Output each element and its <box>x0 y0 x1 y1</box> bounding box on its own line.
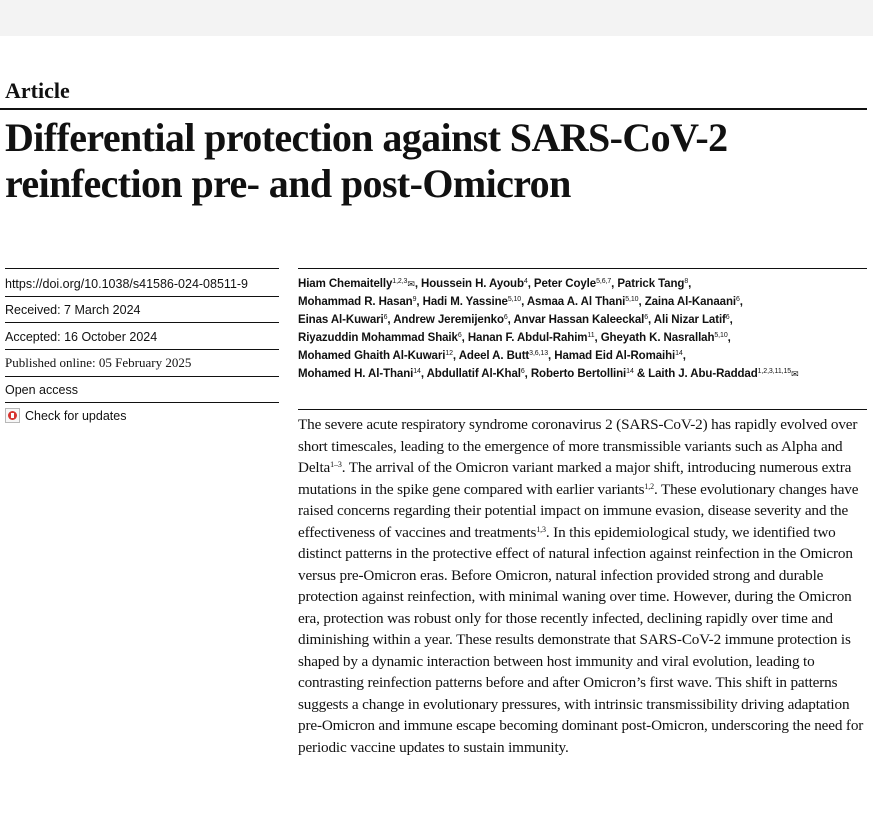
meta-divider <box>5 322 279 323</box>
published-date: Published online: 05 February 2025 <box>5 355 192 370</box>
author-name[interactable]: Mohamed H. Al-Thani <box>298 368 414 380</box>
author-affiliation-sup: 9 <box>412 296 417 303</box>
author-list <box>298 275 870 383</box>
header-rule <box>0 108 867 110</box>
author-name[interactable]: Roberto Bertollini <box>530 368 627 380</box>
author-name[interactable]: Abdullatif Al-Khal <box>426 368 521 380</box>
accepted-date: Accepted: 16 October 2024 <box>5 330 158 344</box>
author-affiliation-sup: 6 <box>735 296 740 303</box>
envelope-icon[interactable]: ✉ <box>407 279 415 289</box>
author-name[interactable]: Hamad Eid Al-Romaihi <box>554 350 676 362</box>
abstract-top-rule <box>298 409 867 410</box>
abstract-text: . In this epidemiological study, we identified two distinct patterns in the protective effect of natural infection against reinfection in the Omicron versus pre-Omicron eras. Before Omicron, natural infection provided strong and durable protection against reinfection, with minimal waning over time. However, during the Omicron era, protection was robust only for those recently infected, declining rapidly over time and diminishing within a year. These results demonstrate that SARS-CoV-2 immune protection is shaped by a dynamic interaction between host immunity and viral evolution, leading to contrasting reinfection patterns before and after Omicron’s first wave. This shift in patterns suggests a change in evolutionary pressures, with intrinsic transmissibility driving adaptation pre-Omicron and immune escape becoming dominant post-Omicron, underscoring the need for periodic vaccine updates to sustain immunity. <box>298 523 864 756</box>
author-name[interactable]: Hiam Chemaitelly <box>298 278 393 290</box>
author-name[interactable]: Mohammad R. Hasan <box>298 296 413 308</box>
abstract-text: . These evolutionary changes have raised concerns regarding their potential impact on immune evasion, disease severity and the effectiveness of vaccines and treatments <box>298 480 859 541</box>
author-line: Mohamed Ghaith Al-Kuwari$^{12}$, Adeel A. Butt$^{3,6,13}$, Hamad Eid Al-Romaihi$^{14}$, <box>298 350 686 362</box>
author-affiliation-sup: 6 <box>725 314 730 321</box>
doi-link[interactable]: https://doi.org/10.1038/s41586-024-08511-9 <box>5 277 249 291</box>
article-title: Differential protection against SARS-CoV-2 reinfection pre- and post-Omicron <box>5 115 728 206</box>
author-affiliation-sup: 14 <box>626 368 634 375</box>
author-affiliation-sup: 12 <box>445 350 453 357</box>
author-affiliation-sup: 6 <box>503 314 508 321</box>
citation-sup[interactable]: 1–3 <box>330 460 342 469</box>
author-name[interactable]: Hadi M. Yassine <box>422 296 508 308</box>
check-for-updates-link[interactable]: Check for updates <box>25 409 127 423</box>
abstract-text: The severe acute respiratory syndrome coronavirus 2 (SARS-CoV-2) has rapidly evolved over short timescales, leading to the emergence of more transmissible variants such as Alpha and Delta <box>298 416 858 476</box>
author-name[interactable]: Riyazuddin Mohammad Shaik <box>298 332 458 344</box>
author-affiliation-sup: 5,10 <box>714 332 728 339</box>
meta-divider <box>5 402 279 403</box>
author-name[interactable]: Adeel A. Butt <box>458 350 530 362</box>
author-name[interactable]: Hanan F. Abdul-Rahim <box>467 332 588 344</box>
author-name[interactable]: Houssein H. Ayoub <box>421 278 524 290</box>
author-affiliation-sup: 6 <box>644 314 649 321</box>
author-affiliation-sup: 8 <box>684 278 689 285</box>
author-line: Hiam Chemaitelly$^{1,2,3}$✉, Houssein H. Ayoub$^4$, Peter Coyle$^{5,6,7}$, Patrick Tang$^8$, <box>298 278 692 290</box>
meta-divider <box>5 296 279 297</box>
author-affiliation-sup: 14 <box>413 368 421 375</box>
author-name[interactable]: Ali Nizar Latif <box>653 314 726 326</box>
author-name[interactable]: Zaina Al-Kanaani <box>644 296 736 308</box>
author-name[interactable]: Gheyath K. Nasrallah <box>600 332 715 344</box>
author-affiliation-sup: 6 <box>383 314 388 321</box>
author-affiliation-sup: 1,2,3,11,15 <box>757 368 792 375</box>
meta-divider <box>5 349 279 350</box>
author-name[interactable]: Anvar Hassan Kaleeckal <box>513 314 645 326</box>
authors-top-rule <box>298 268 867 269</box>
author-name[interactable]: Andrew Jeremijenko <box>393 314 504 326</box>
author-affiliation-sup: 4 <box>523 278 528 285</box>
author-affiliation-sup: 1,2,3 <box>392 278 408 285</box>
author-affiliation-sup: 5,10 <box>507 296 522 303</box>
author-line: Einas Al-Kuwari$^6$, Andrew Jeremijenko$^6$, Anvar Hassan Kaleeckal$^6$, Ali Nizar Latif$^6$, <box>298 314 733 326</box>
author-name[interactable]: Peter Coyle <box>533 278 597 290</box>
author-affiliation-sup: 5,6,7 <box>596 278 612 285</box>
open-access-label: Open access <box>5 383 78 397</box>
received-date: Received: 7 March 2024 <box>5 303 141 317</box>
citation-sup[interactable]: 1,3 <box>536 524 546 534</box>
author-name[interactable]: Patrick Tang <box>617 278 685 290</box>
citation-sup[interactable]: 1,2 <box>644 481 654 491</box>
top-band <box>0 0 873 36</box>
author-affiliation-sup: 3,6,13 <box>529 350 549 357</box>
author-name[interactable]: Einas Al-Kuwari <box>298 314 384 326</box>
author-affiliation-sup: 6 <box>520 368 525 375</box>
author-name[interactable]: Laith J. Abu-Raddad <box>648 368 758 380</box>
check-for-updates-icon[interactable] <box>5 408 20 423</box>
article-type-label: Article <box>5 78 70 103</box>
author-affiliation-sup: 11 <box>587 332 595 339</box>
author-line: Mohamed H. Al-Thani$^{14}$, Abdullatif Al-Khal$^6$, Roberto Bertollini$^{14}$ & Laith J. Abu-Raddad$^{1,2,3,11,15}$✉ <box>298 368 799 380</box>
author-line: Riyazuddin Mohammad Shaik$^6$, Hanan F. Abdul-Rahim$^{11}$, Gheyath K. Nasrallah$^{5,10}$, <box>298 332 731 344</box>
abstract-text: . The arrival of the Omicron variant marked a major shift, introducing numerous extra mutations in the spike gene compared with earlier variants <box>298 459 852 498</box>
author-affiliation-sup: 5,10 <box>625 296 639 303</box>
author-affiliation-sup: 6 <box>457 332 462 339</box>
author-line: Mohammad R. Hasan$^9$, Hadi M. Yassine$^{5,10}$, Asmaa A. Al Thani$^{5,10}$, Zaina Al-Kanaani$^6$, <box>298 296 743 308</box>
meta-top-rule <box>5 268 279 269</box>
abstract <box>298 414 870 758</box>
author-name[interactable]: Mohamed Ghaith Al-Kuwari <box>298 350 446 362</box>
author-name[interactable]: Asmaa A. Al Thani <box>526 296 626 308</box>
envelope-icon[interactable]: ✉ <box>791 369 799 379</box>
author-affiliation-sup: 14 <box>675 350 683 357</box>
meta-divider <box>5 376 279 377</box>
